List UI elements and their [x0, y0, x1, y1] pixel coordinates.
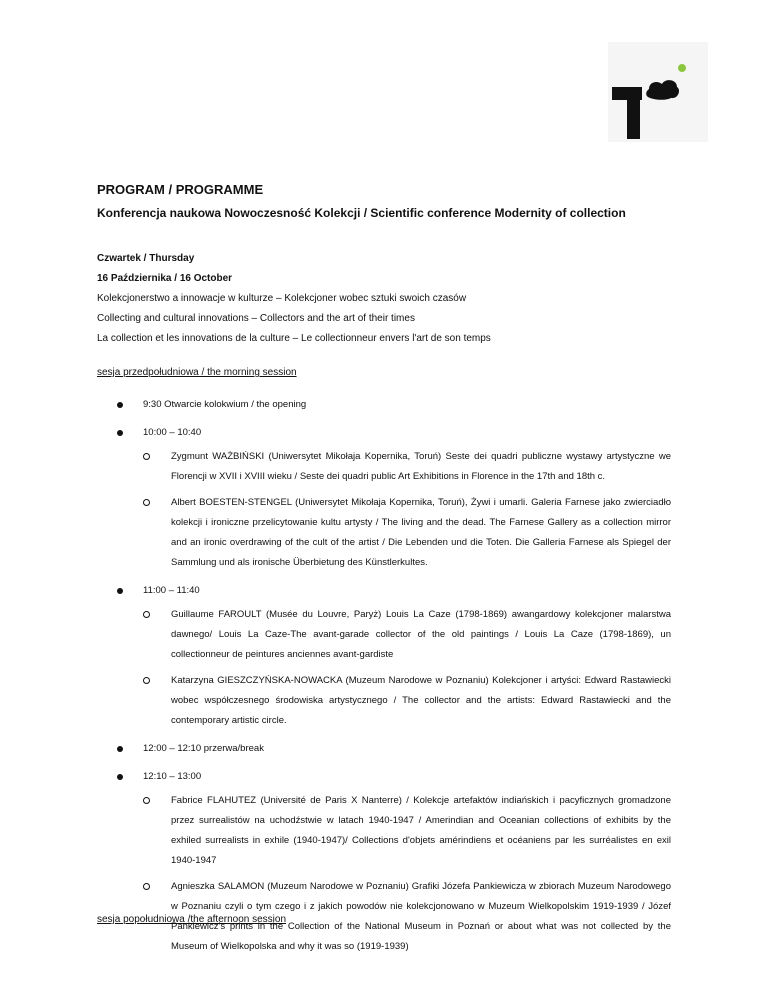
talk-text: Albert BOESTEN-STENGEL (Uniwersytet Mikołaja Kopernika, Toruń), Żywi i umarli. Galeria Farnese jako zwierciadło kolekcji i ironiczne przelicytowanie kultu artysty / The living and the dead. The Farnese Gallery as a collection mirror and an ironic overdrawing of the cult of the artist / Die Lebenden und die Toten. Die Galleria Farnese als Spiegel der Sammlung und als ironische Überbietung des Künstlerkultes.: [171, 497, 671, 568]
talk-list: [143, 447, 671, 573]
talk-list: [143, 791, 671, 957]
talk-item: [143, 447, 671, 487]
talk-text: Fabrice FLAHUTEZ (Université de Paris X Nanterre) / Kolekcje artefaktów indiańskich i pacyficznych gromadzone przez surrealistów na uchodźstwie w latach 1940-1947 / Amerindian and Oceanian collections of exhibits by the exhiled surrealists in exhile (1940-1947)/ Collections d'objets amérindiens et océaniens par les surréalistes en exil 1940-1947: [171, 795, 671, 866]
program-content: [97, 180, 671, 965]
page-subtitle: Konferencja naukowa Nowoczesność Kolekcji / Scientific conference Modernity of collection: [97, 206, 626, 220]
schedule-time: 10:00 – 10:40: [143, 427, 202, 438]
schedule-item: [97, 423, 671, 573]
page-title: PROGRAM / PROGRAMME: [97, 182, 264, 197]
schedule-time: 11:00 – 11:40: [143, 585, 200, 596]
logo-blob: [645, 79, 681, 101]
afternoon-session-heading: sesja popołudniowa /the afternoon session: [97, 914, 287, 925]
circle-bullet-icon: [143, 499, 150, 506]
day-label: Czwartek / Thursday: [97, 253, 195, 264]
circle-bullet-icon: [143, 611, 150, 618]
institution-logo: [608, 42, 708, 142]
talk-item: [143, 605, 671, 665]
talk-text: Katarzyna GIESZCZYŃSKA-NOWACKA (Muzeum Narodowe w Poznaniu) Kolekcjoner i artyści: Edward Rastawiecki wobec współczesnego środowiska artystycznego / The collector and the artists: Edward Rastawiecki and the contemporary artistic circle.: [171, 675, 671, 726]
circle-bullet-icon: [143, 677, 150, 684]
talk-item: [143, 493, 671, 573]
bullet-icon: [117, 746, 123, 752]
morning-session-heading: sesja przedpołudniowa / the morning session: [97, 367, 297, 378]
schedule-item: [97, 395, 671, 415]
talk-list: [143, 605, 671, 731]
theme-en: Collecting and cultural innovations – Collectors and the art of their times: [97, 313, 415, 324]
talk-item: [143, 791, 671, 871]
bullet-icon: [117, 588, 123, 594]
schedule-time: 12:00 – 12:10 przerwa/break: [143, 743, 264, 754]
schedule-time: 12:10 – 13:00: [143, 771, 202, 782]
circle-bullet-icon: [143, 797, 150, 804]
talk-item: [143, 671, 671, 731]
morning-schedule: [97, 395, 671, 957]
schedule-time: 9:30 Otwarcie kolokwium / the opening: [143, 399, 307, 410]
bullet-icon: [117, 430, 123, 436]
theme-fr: La collection et les innovations de la culture – Le collectionneur envers l'art de son temps: [97, 333, 491, 344]
schedule-item: [97, 581, 671, 731]
logo-accent-dot: [678, 64, 686, 72]
circle-bullet-icon: [143, 883, 150, 890]
talk-text: Guillaume FAROULT (Musée du Louvre, Paryż) Louis La Caze (1798-1869) awangardowy kolekcjoner malarstwa dawnego/ Louis La Caze-The avant-garade collector of the old paintings / Louis La Caze (1798-1869), un collectionneur de peintures anciennes avant-gardiste: [171, 609, 671, 660]
date-label: 16 Października / 16 October: [97, 273, 233, 284]
theme-pl: Kolekcjonerstwo a innowacje w kulturze – Kolekcjoner wobec sztuki swoich czasów: [97, 293, 467, 304]
talk-text: Zygmunt WAŻBIŃSKI (Uniwersytet Mikołaja Kopernika, Toruń) Seste dei quadri publiczne wystawy artystyczne we Florencji w XVII i XVIII wieku / Seste dei quadri public Art Exhibitions in Florence in the 17th and 18th c.: [171, 451, 671, 482]
schedule-item: [97, 739, 671, 759]
circle-bullet-icon: [143, 453, 150, 460]
logo-bar-vertical: [627, 87, 640, 139]
bullet-icon: [117, 402, 123, 408]
talk-text: Agnieszka SALAMON (Muzeum Narodowe w Poznaniu) Grafiki Józefa Pankiewicza w zbiorach Muzeum Narodowego w Poznaniu czyli o tym czego i z jakich powodów nie kolekcjonowano w Muzeum Wielkopolskim 1919-1939 / Józef Pankiewicz's prints in the Collection of the National Museum in Poznań or about what was not collected by the Museum of Wielkopolska and why it was so (1919-1939): [171, 881, 671, 952]
bullet-icon: [117, 774, 123, 780]
